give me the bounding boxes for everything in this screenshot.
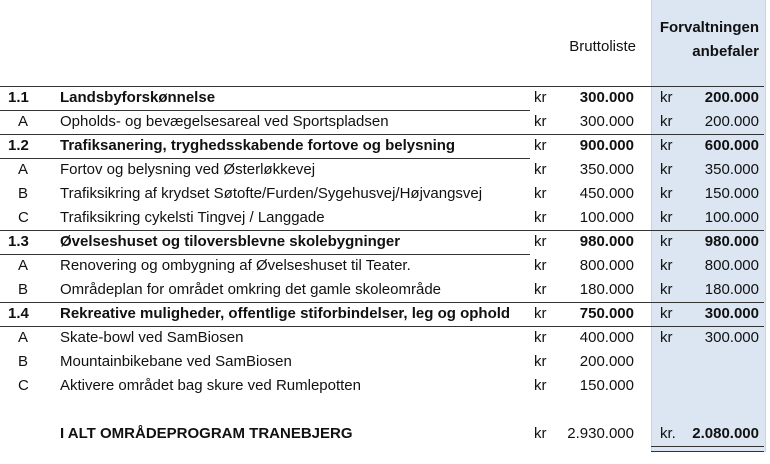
currency-recommended: kr <box>660 281 673 298</box>
gross-value: 750.000 <box>579 305 634 322</box>
row-label: Renovering og ombygning af Øvelseshuset til Teater. <box>60 257 411 274</box>
currency-gross: kr <box>534 257 547 274</box>
currency-recommended: kr <box>660 185 673 202</box>
row-letter: A <box>18 257 29 274</box>
gross-value: 300.000 <box>579 89 634 106</box>
item-row <box>0 206 770 230</box>
currency-gross: kr <box>534 329 547 346</box>
gross-value: 150.000 <box>579 377 634 394</box>
double-underline <box>651 446 764 452</box>
gross-value: 900.000 <box>579 137 634 154</box>
currency-recommended: kr <box>660 305 673 322</box>
item-row <box>0 374 770 398</box>
gross-value: 450.000 <box>579 185 634 202</box>
header-forvaltningen-line2: anbefaler <box>692 43 759 60</box>
row-label: Fortov og belysning ved Østerløkkevej <box>60 161 316 178</box>
header-forvaltningen-line1: Forvaltningen <box>659 19 759 36</box>
gross-value: 200.000 <box>579 353 634 370</box>
currency-gross: kr <box>534 209 547 226</box>
row-label: Skate-bowl ved SamBiosen <box>60 329 244 346</box>
row-label: Opholds- og bevægelsesareal ved Sportspladsen <box>60 113 389 130</box>
row-number: 1.2 <box>8 137 29 154</box>
row-letter: A <box>18 161 29 178</box>
currency-recommended: kr <box>660 257 673 274</box>
row-label: Trafiksikring af krydset Søtofte/Furden/Sygehusvej/Højvangsvej <box>60 185 483 202</box>
recommended-value: 100.000 <box>704 209 759 226</box>
currency-gross: kr <box>534 113 547 130</box>
recommended-value: 200.000 <box>704 113 759 130</box>
gross-value: 300.000 <box>579 113 634 130</box>
currency-gross: kr <box>534 377 547 394</box>
gross-value: 980.000 <box>579 233 634 250</box>
total-gross-value: 2.930.000 <box>567 425 634 442</box>
recommended-value: 150.000 <box>704 185 759 202</box>
row-label: Områdeplan for området omkring det gamle skoleområde <box>60 281 442 298</box>
currency-recommended: kr <box>660 113 673 130</box>
currency-recommended: kr. <box>660 425 676 442</box>
row-label: Mountainbikebane ved SamBiosen <box>60 353 292 370</box>
recommended-value: 800.000 <box>704 257 759 274</box>
row-number: 1.1 <box>8 89 29 106</box>
recommended-value: 300.000 <box>704 329 759 346</box>
currency-recommended: kr <box>660 329 673 346</box>
currency-recommended: kr <box>660 161 673 178</box>
gross-value: 350.000 <box>579 161 634 178</box>
row-letter: B <box>18 281 29 298</box>
recommended-value: 200.000 <box>704 89 759 106</box>
currency-gross: kr <box>534 89 547 106</box>
section-row-1-4 <box>0 302 770 326</box>
currency-gross: kr <box>534 353 547 370</box>
item-row <box>0 110 770 134</box>
item-row <box>0 158 770 182</box>
row-letter: C <box>18 377 29 394</box>
recommended-value: 180.000 <box>704 281 759 298</box>
currency-recommended: kr <box>660 89 673 106</box>
recommended-value: 350.000 <box>704 161 759 178</box>
row-label: Øvelseshuset og tiloversblevne skolebygninger <box>60 233 401 250</box>
currency-gross: kr <box>534 305 547 322</box>
row-label: Trafiksikring cykelsti Tingvej / Langgade <box>60 209 325 226</box>
currency-recommended: kr <box>660 233 673 250</box>
recommended-value: 980.000 <box>704 233 759 250</box>
currency-gross: kr <box>534 185 547 202</box>
currency-gross: kr <box>534 233 547 250</box>
recommended-value: 600.000 <box>704 137 759 154</box>
row-letter: C <box>18 209 29 226</box>
gross-value: 800.000 <box>579 257 634 274</box>
row-label: Trafiksanering, tryghedsskabende fortove og belysning <box>60 137 456 154</box>
gross-value: 180.000 <box>579 281 634 298</box>
row-letter: A <box>18 113 29 130</box>
currency-recommended: kr <box>660 137 673 154</box>
section-row-1-2 <box>0 134 770 158</box>
item-row <box>0 254 770 278</box>
currency-gross: kr <box>534 281 547 298</box>
item-row <box>0 278 770 302</box>
currency-recommended: kr <box>660 209 673 226</box>
recommended-value: 300.000 <box>704 305 759 322</box>
row-label: Rekreative muligheder, offentlige stiforbindelser, leg og ophold <box>60 305 511 322</box>
item-row <box>0 350 770 374</box>
row-label: Landsbyforskønnelse <box>60 89 216 106</box>
total-label: I ALT OMRÅDEPROGRAM TRANEBJERG <box>60 425 353 442</box>
gross-value: 400.000 <box>579 329 634 346</box>
row-letter: B <box>18 185 29 202</box>
item-row <box>0 326 770 350</box>
section-row-1-3 <box>0 230 770 254</box>
section-row-1-1 <box>0 86 770 110</box>
row-label: Aktivere området bag skure ved Rumlepotten <box>60 377 361 394</box>
header-forvaltningen <box>651 16 759 64</box>
row-letter: A <box>18 329 29 346</box>
currency-gross: kr <box>534 137 547 154</box>
total-recommended-value: 2.080.000 <box>692 425 759 442</box>
row-letter: B <box>18 353 29 370</box>
gross-value: 100.000 <box>579 209 634 226</box>
total-row <box>0 422 770 446</box>
header-bruttoliste: Bruttoliste <box>569 38 636 55</box>
row-number: 1.4 <box>8 305 29 322</box>
item-row <box>0 182 770 206</box>
currency-gross: kr <box>534 161 547 178</box>
currency-gross: kr <box>534 425 547 442</box>
row-number: 1.3 <box>8 233 29 250</box>
